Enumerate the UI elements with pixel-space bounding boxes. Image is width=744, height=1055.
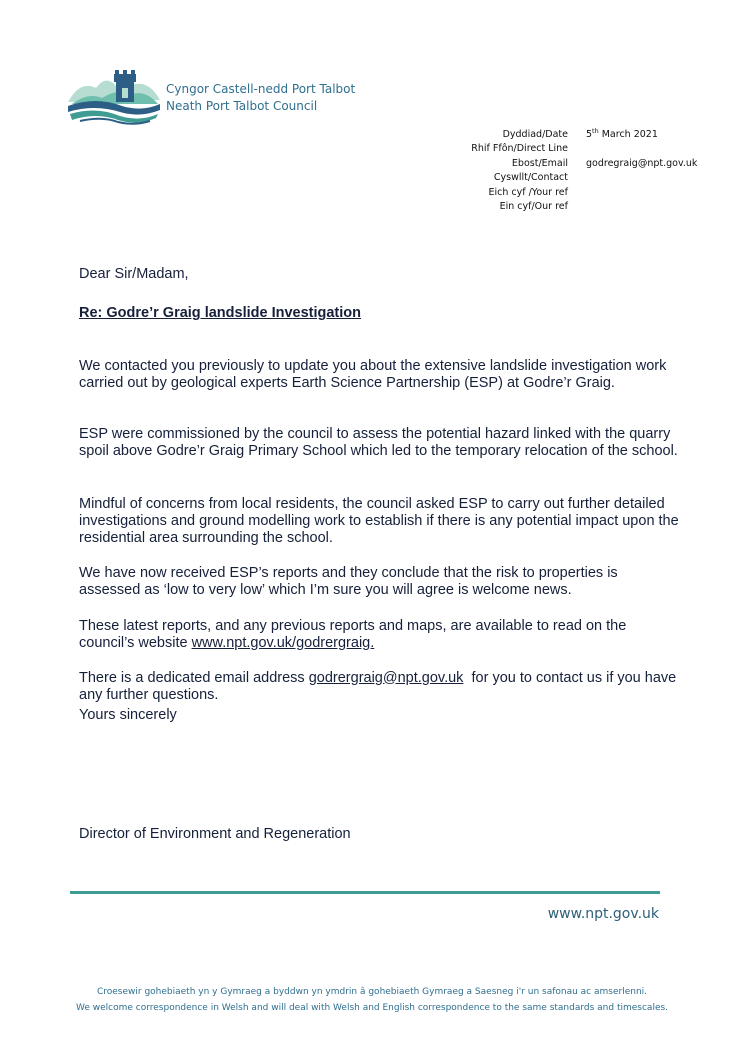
paragraph-4: We have now received ESP’s reports and they conclude that the risk to properties is assessed as ‘low to very low’ which I’m sure you will agree is welcome news. xyxy=(79,564,618,598)
paragraph-2: ESP were commissioned by the council to assess the potential hazard linked with the quarry spoil above Godre’r Graig Primary School which led to the temporary relocation of the school. xyxy=(79,425,678,459)
meta-label-our-ref: Ein cyf/Our ref xyxy=(499,201,568,213)
meta-value-date xyxy=(586,128,697,142)
date-rest: March 2021 xyxy=(598,129,658,140)
footer-website[interactable]: www.npt.gov.uk xyxy=(547,906,659,922)
letter-subject: Re: Godre’r Graig landslide Investigation xyxy=(79,305,361,321)
council-name-english: Neath Port Talbot Council xyxy=(166,99,318,113)
date-suffix: th xyxy=(592,127,599,135)
signatory: Director of Environment and Regeneration xyxy=(79,826,351,842)
meta-label-direct-line: Rhif Ffôn/Direct Line xyxy=(471,143,568,155)
council-name xyxy=(166,81,355,115)
paragraph-5-text: These latest reports, and any previous reports and maps, are available to read on the council’s website xyxy=(79,617,627,651)
email-link[interactable]: godrergraig@npt.gov.uk xyxy=(308,669,464,686)
paragraph-6 xyxy=(79,670,679,704)
footer-english-line: We welcome correspondence in Welsh and will deal with Welsh and English correspondence to the same standards and timescales. xyxy=(75,1003,669,1013)
paragraph-6-pre: There is a dedicated email address xyxy=(79,669,309,686)
paragraph-3: Mindful of concerns from local residents, the council asked ESP to carry out further detailed investigations and ground modelling work to establish if there is any potential impact upon the residential area surrounding the school. xyxy=(79,495,679,546)
footer-welsh-line: Croesewir gohebiaeth yn y Gymraeg a byddwn yn ymdrin â gohebiaeth Gymraeg a Saesneg i'r un safonau ac amserlenni. xyxy=(96,987,648,997)
paragraph-5 xyxy=(79,618,679,652)
meta-value-direct-line xyxy=(586,142,697,156)
closing: Yours sincerely xyxy=(79,707,177,723)
footer-divider xyxy=(70,891,660,894)
council-name-welsh: Cyngor Castell-nedd Port Talbot xyxy=(166,82,356,96)
meta-value-email: godregraig@npt.gov.uk xyxy=(586,157,698,169)
footer-language-statement xyxy=(0,984,744,1016)
council-logo xyxy=(66,66,162,126)
paragraph-1: We contacted you previously to update you about the extensive landslide investigation work carried out by geological experts Earth Science Partnership (ESP) at Godre’r Graig. xyxy=(79,357,667,391)
letter-meta-labels xyxy=(471,128,568,214)
website-link[interactable]: www.npt.gov.uk/godrergraig. xyxy=(191,634,375,651)
paragraph-6-post: for you to contact us if you have any further questions. xyxy=(79,669,681,703)
meta-label-date: Dyddiad/Date xyxy=(502,129,568,140)
date-day: 5 xyxy=(586,129,593,140)
meta-label-email: Ebost/Email xyxy=(511,157,568,169)
meta-label-your-ref: Eich cyf /Your ref xyxy=(488,186,568,198)
salutation: Dear Sir/Madam, xyxy=(79,266,189,282)
letter-meta-values xyxy=(586,128,697,171)
meta-label-contact: Cyswllt/Contact xyxy=(493,172,568,184)
